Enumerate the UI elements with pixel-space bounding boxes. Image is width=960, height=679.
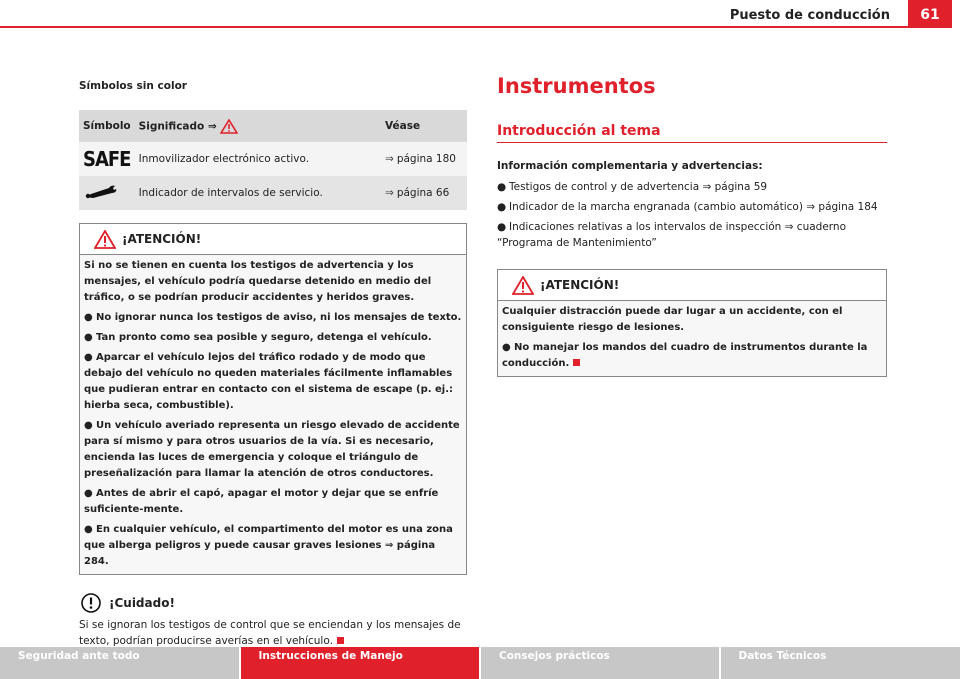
page-number: 61 [908,0,952,28]
info-list [497,179,887,251]
table-row [79,142,467,176]
warning-triangle-icon [94,230,116,249]
list-item: ● Un vehículo averiado representa un riesgo elevado de accidente para sí mismo y para otros usuarios de la vía. Si es necesario, encienda las luces de emergencia y coloque el triángulo de preseñalización para llamar la atención de otros conductores. [84,420,460,479]
warning-title: ¡ATENCIÓN! [122,232,202,246]
footer-tab-consejos[interactable]: Consejos prácticos [481,647,719,679]
caution-text: Si se ignoran los testigos de control que se enciendan y los mensajes de texto, podrían producirse averías en el vehículo. [79,619,461,647]
left-column [79,80,467,649]
end-marker [337,637,344,644]
list-item: ● Antes de abrir el capó, apagar el motor y dejar que se enfríe suficiente-mente. [84,488,439,515]
col-header-meaning: Significado ⇒ [135,110,381,142]
section-subheading: Símbolos sin color [79,80,187,92]
caution-header [81,593,467,613]
warning-box [497,269,887,377]
right-column [497,74,887,377]
warning-title: ¡ATENCIÓN! [540,278,620,292]
section-title: Instrumentos [497,74,656,98]
warning-intro: Si no se tienen en cuenta los testigos de advertencia y los mensajes, el vehículo podría quedarse detenido en medio del tráfico, o se podrían producir accidentes y heridos graves. [84,260,432,303]
warning-body [498,301,886,376]
warning-box [79,223,467,575]
safe-symbol: SAFE [79,142,135,176]
list-item: ● No ignorar nunca los testigos de aviso, ni los mensajes de texto. [84,312,462,323]
caution-note [79,593,467,649]
footer-tab-seguridad[interactable]: Seguridad ante todo [0,647,239,679]
footer-tab-instrucciones[interactable]: Instrucciones de Manejo [241,647,480,679]
warning-body [80,255,466,574]
list-item: ● Aparcar el vehículo lejos del tráfico rodado y de modo que debajo del vehículo no queden materiales fácilmente inflamables que pudieran entrar en contacto con el sistema de escape (p. ej.: hierba seca, combustible). [84,352,454,411]
list-item: ● Indicaciones relativas a los intervalos de inspección ⇒ cuaderno “Programa de Mantenimiento” [497,221,846,249]
table-cell-see: ⇒ página 66 [381,176,467,210]
list-item: ● Testigos de control y de advertencia ⇒ página 59 [497,181,768,193]
table-cell-meaning: Indicador de intervalos de servicio. [135,176,381,210]
wrench-icon [79,176,135,210]
info-heading: Información complementaria y advertencias: [497,160,763,172]
table-cell-meaning: Inmovilizador electrónico activo. [135,142,381,176]
warning-intro: Cualquier distracción puede dar lugar a un accidente, con el consiguiente riesgo de lesiones. [502,306,843,333]
caution-icon [81,593,101,613]
header-divider [0,26,916,28]
list-item: ● No manejar los mandos del cuadro de instrumentos durante la conducción. [502,342,868,369]
warning-header [80,224,466,255]
list-item: ● Tan pronto como sea posible y seguro, detenga el vehículo. [84,332,432,343]
footer-tab-datos[interactable]: Datos Técnicos [721,647,960,679]
col-header-symbol: Símbolo [79,110,135,142]
section-subtitle: Introducción al tema [497,123,887,143]
list-item: ● En cualquier vehículo, el compartimento del motor es una zona que alberga peligros y puede causar graves lesiones ⇒ página 284. [84,524,453,567]
list-item: ● Indicador de la marcha engranada (cambio automático) ⇒ página 184 [497,201,878,213]
table-row [79,176,467,210]
end-marker [573,359,580,366]
caution-title: ¡Cuidado! [109,596,175,610]
warning-triangle-icon [512,276,534,295]
footer-nav [0,647,960,679]
page-header-title: Puesto de conducción [729,8,890,23]
warning-header [498,270,886,301]
symbols-table [79,110,467,210]
warning-triangle-icon [220,119,238,134]
table-cell-see: ⇒ página 180 [381,142,467,176]
col-header-see: Véase [381,110,467,142]
